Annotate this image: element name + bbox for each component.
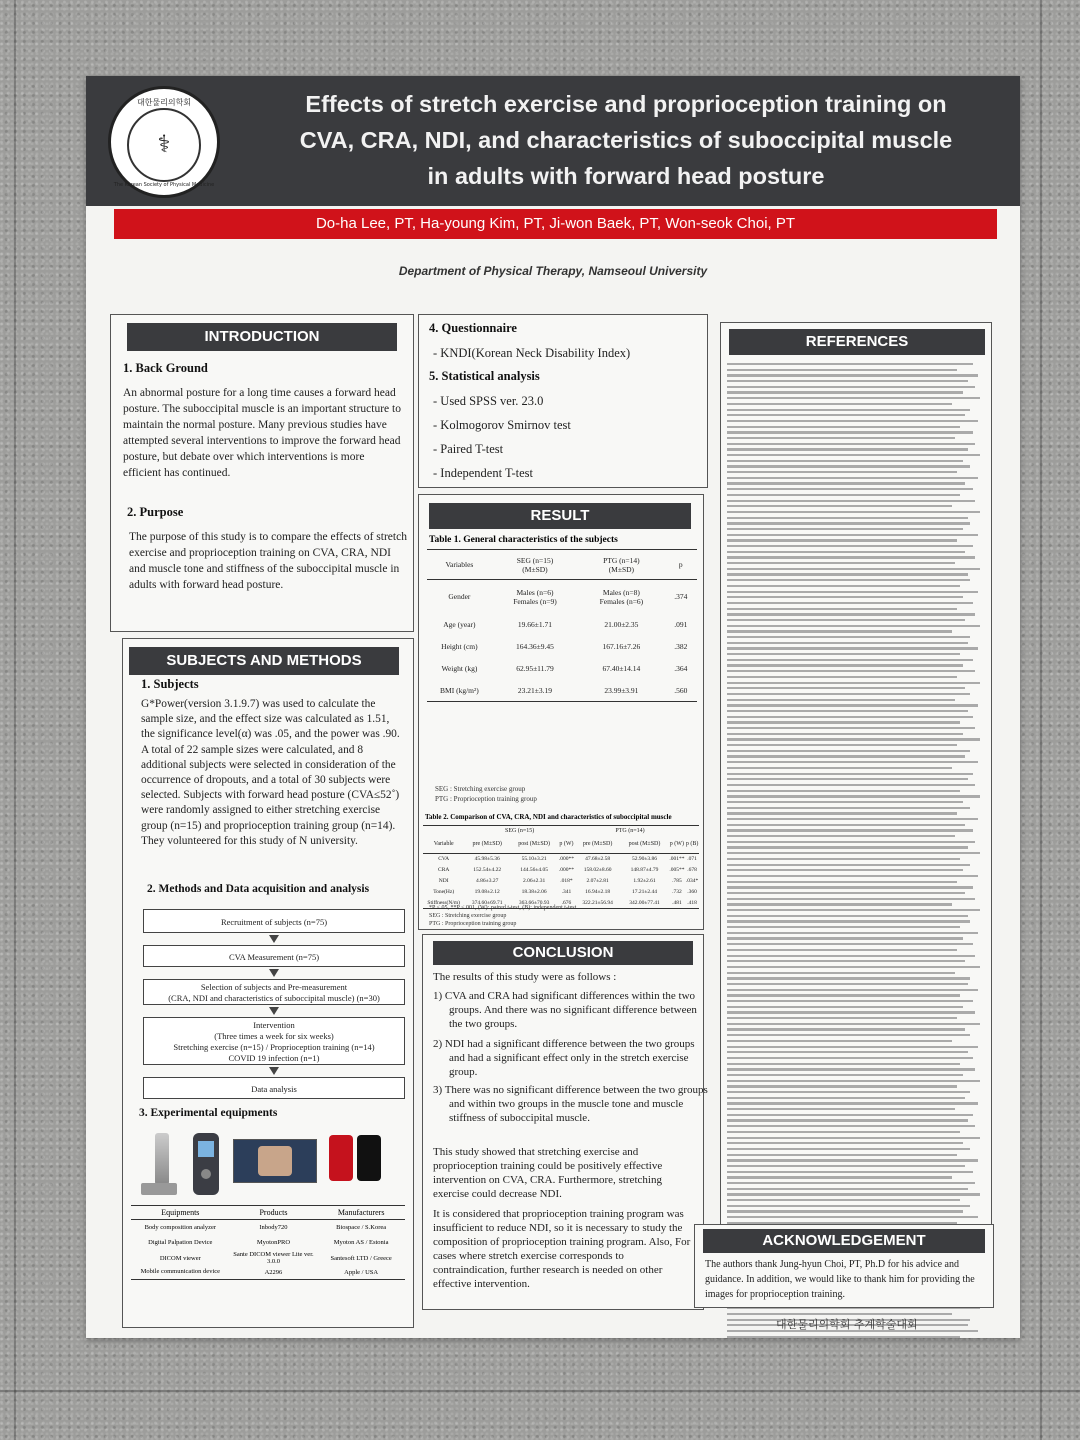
t2-cell: 1.92±2.61: [633, 878, 656, 884]
equipment-row: [131, 1220, 405, 1236]
t2-head-cell: post (M±SD): [518, 841, 550, 848]
t2-cell: 152.54±4.22: [473, 867, 502, 873]
conclusion-item: 2) NDI had a significant difference between the two groups and had a significant effect only in the stretch exercise group.: [433, 1038, 695, 1078]
t1-cell: BMI (kg/m²): [440, 685, 479, 695]
table2-group-row: [423, 826, 699, 836]
equip-cell: Biospace / S.Korea: [336, 1224, 387, 1231]
t2-cell: .785: [672, 878, 682, 884]
t2-cell: .005**: [669, 867, 685, 873]
purpose-text: The purpose of this study is to compare the effects of stretch exercise and proprioception training on CVA, CRA, NDI and muscle tone and stiffness of the suboccipital muscle in adults with forward head posture.: [129, 531, 407, 591]
conclusion-future: It is considered that proprioception training program was insufficient to reduce NDI, so it is necessary to study the composition of proprioception training program. Also, For cases where stretch exercise corresponds to contraindication, further research is needed on other effective intervention.: [433, 1208, 691, 1290]
tile-seam: [14, 0, 16, 1440]
statistics-item: - Paired T-test: [433, 442, 504, 456]
t1-cell: 19.66±1.71: [517, 620, 553, 629]
t2-cell: 52.90±3.86: [631, 856, 657, 863]
t2-cell: .360: [687, 889, 697, 895]
t1-cell: .374: [674, 592, 688, 602]
title-line: Effects of stretch exercise and proprioception training on: [305, 91, 947, 117]
equipment-row: [131, 1235, 405, 1250]
t2-cell: NDI: [438, 878, 449, 884]
title-line: in adults with forward head posture: [427, 163, 825, 189]
t2-cell: 4.86±3.27: [476, 878, 499, 884]
questionnaire-item: - KNDI(Korean Neck Disability Index): [433, 346, 631, 360]
tile-seam: [1040, 0, 1042, 1440]
t2-cell: 342.00±77.41: [629, 899, 660, 906]
equip-cell: Myoton AS / Estonia: [333, 1239, 389, 1246]
t2-cell: .732: [672, 889, 682, 895]
equip-cell: Digital Palpation Device: [148, 1239, 213, 1246]
t2-cell: CRA: [438, 867, 450, 873]
flow-arrow-icon: [269, 969, 279, 977]
flow-intervention-line: Intervention: [253, 1020, 295, 1030]
t2-head-cell: pre (M±SD): [472, 841, 502, 848]
t1-cell: Males (n=6) Females (n=9): [513, 587, 557, 606]
t2-cell: 17.21±2.44: [631, 889, 657, 895]
equip-cell: DICOM viewer: [159, 1254, 201, 1262]
flow-analysis: Data analysis: [143, 1077, 405, 1099]
subjects-text: G*Power(version 3.1.9.7) was used to calculate the sample size, and the effect size was calculated as 1.51, the significance level(α) was .05, and the power was .90. A total of 22 sample sizes were calculated, and 8 additional subjects were selected in consideration of the occurrence of dropouts, and a total of 30 subjects were selected. Subjects with forward head posture (CVA≤52˚) were randomly assigned to either stretching exercise group (n=15) and proprioception training group (n=14). They volunteered for this study of N university.: [141, 698, 400, 847]
t1-head-cell: Variables: [445, 560, 474, 569]
t2-cell: .000**: [558, 867, 575, 873]
equipment-row: [131, 1266, 405, 1280]
equip-cell: Santesoft LTD / Greece: [330, 1254, 392, 1262]
methods-heading: 2. Methods and Data acquisition and analysis: [147, 883, 370, 895]
result-title: RESULT: [429, 503, 691, 529]
dicom-viewer-image: [233, 1139, 317, 1183]
t2-cell: .000**: [558, 856, 575, 863]
table1-row: [427, 614, 697, 636]
purpose-heading: 2. Purpose: [127, 505, 184, 519]
table2-row: [423, 854, 699, 865]
t2-cell: 322.21±56.94: [582, 899, 613, 906]
t2-group-cell: PTG (n=14): [615, 827, 645, 834]
conclusion-item: 3) There was no significant difference between the two groups and within two groups in the muscle tone and muscle stiffness of suboccipital muscle.: [433, 1084, 708, 1124]
table1-row: [427, 636, 697, 658]
t1-cell: 21.00±2.35: [604, 620, 639, 629]
t2-cell: 144.56±4.05: [520, 867, 548, 873]
department: Department of Physical Therapy, Namseoul University: [398, 264, 708, 278]
methods-title: SUBJECTS AND METHODS: [129, 647, 399, 675]
t1-cell: .560: [674, 685, 688, 695]
t2-cell: 55.10±3.21: [521, 856, 547, 863]
poster-title: [256, 86, 996, 194]
table1-row: [427, 580, 697, 614]
table1-caption: Table 1. General characteristics of the subjects: [429, 535, 618, 545]
acknowledgement-title: ACKNOWLEDGEMENT: [703, 1229, 985, 1253]
t2-cell: .001**: [669, 856, 685, 863]
t2-cell: 374.60±69.71: [471, 899, 503, 906]
t2-head-cell: p (W): [669, 841, 684, 848]
t2-head-cell: p (B): [685, 841, 699, 848]
equipment-header-row: [131, 1206, 405, 1220]
subjects-heading: 1. Subjects: [141, 677, 199, 691]
logo-text-top: 대한물리의학회: [136, 97, 192, 107]
t1-head-cell: PTG (n=14) (M±SD): [603, 555, 640, 574]
conclusion-item: 1) CVA and CRA had significant differences within the two groups. And there was no significant difference between the two groups.: [433, 990, 697, 1030]
t2-cell: 148.87±4.79: [630, 867, 659, 873]
t2-cell: 19.08±2.12: [474, 889, 500, 895]
t2-head-cell: pre (M±SD): [582, 841, 613, 848]
t2-cell: Stiffness(N/m): [427, 899, 460, 906]
table2-row: [423, 887, 699, 898]
t2-cell: CVA: [438, 856, 450, 863]
methods-box: [122, 638, 414, 1328]
equip-cell: Sante DICOM viewer Lite ver. 3.0.0: [233, 1251, 314, 1265]
statistics-item: - Independent T-test: [433, 466, 533, 480]
logo-text-bottom: The Korean Society of Physical Medicine: [113, 181, 215, 188]
smartphone-image: [329, 1135, 385, 1183]
t2-cell: .034*: [685, 878, 699, 884]
statistics-item: - Kolmogorov Smirnov test: [433, 418, 571, 432]
t2-cell: .481: [672, 899, 682, 906]
background-text: An abnormal posture for a long time causes a forward head posture. The suboccipital muscle is an important structure to maintain the normal posture. Many previous studies have attempted several interventions to improve the forward head posture, but debate over which interventions is more efficient has continued.: [123, 387, 401, 479]
flow-intervention-line: Stretching exercise (n=15) / Proprioception training (n=14): [173, 1042, 375, 1052]
t2-group-cell: SEG (n=15): [504, 827, 535, 834]
references-title: REFERENCES: [729, 329, 985, 355]
result-box: [418, 494, 704, 930]
t2-head-cell: Variable: [433, 841, 454, 848]
flow-selection: [143, 979, 405, 1005]
t2-head-cell: post (M±SD): [628, 841, 661, 848]
t2-cell: 16.94±2.18: [585, 889, 611, 895]
acknowledgement-box: [694, 1224, 994, 1308]
conclusion-intro: The results of this study were as follows :: [433, 971, 617, 983]
equipment-table: [131, 1205, 405, 1280]
equip-cell: Mobile communication device: [140, 1268, 221, 1275]
table2-header-row: [423, 836, 699, 854]
flow-intervention-line: (Three times a week for six weeks): [214, 1031, 334, 1041]
poster-header: [86, 76, 1020, 206]
flow-arrow-icon: [269, 935, 279, 943]
statistics-heading: 5. Statistical analysis: [429, 369, 540, 383]
statistics-item: - Used SPSS ver. 23.0: [433, 394, 544, 408]
acknowledgement-text: The authors thank Jung-hyun Choi, PT, Ph.D for his advice and guidance. In addition, we would like to thank him for providing the images for proprioception training.: [705, 1259, 975, 1300]
t2-blank-cell: [423, 826, 464, 836]
t1-cell: 62.95±11.79: [516, 664, 554, 673]
t2-cell: 158.02±8.60: [583, 867, 612, 873]
table1-row: [427, 680, 697, 702]
questionnaire-heading: 4. Questionnaire: [429, 321, 517, 335]
t2-cell: .418: [687, 899, 697, 906]
equipment-row: [131, 1250, 405, 1266]
equip-head-cell: Equipments: [161, 1208, 200, 1217]
caduceus-icon: ⚕: [127, 108, 201, 182]
t1-cell: 164.36±9.45: [516, 642, 554, 651]
flow-arrow-icon: [269, 1007, 279, 1015]
conference-footer: 대한물리의학회 추계학술대회: [776, 1318, 918, 1331]
inbody-device-image: [141, 1133, 177, 1197]
table1-row: [427, 658, 697, 680]
conclusion-title: CONCLUSION: [433, 941, 693, 965]
introduction-title: INTRODUCTION: [127, 323, 397, 351]
references-box: [720, 322, 992, 1290]
equip-cell: Inbody720: [259, 1224, 288, 1231]
t1-cell: .382: [674, 642, 688, 651]
flow-cva: CVA Measurement (n=75): [143, 945, 405, 967]
questionnaire-box: [418, 314, 708, 488]
reference-list: [727, 363, 983, 1338]
table2-row: [423, 876, 699, 887]
equip-cell: Apple / USA: [344, 1269, 379, 1276]
introduction-box: [110, 314, 414, 632]
t1-cell: 23.21±3.19: [517, 685, 553, 695]
equip-head-cell: Products: [259, 1208, 288, 1217]
t2-cell: 2.06±2.31: [522, 878, 546, 884]
t2-blank-cell: [685, 826, 699, 836]
myoton-device-image: [193, 1133, 219, 1195]
table2-note: *P < 05, **P <.001, (W): paired t-test, (B): independent t-test: [429, 905, 577, 911]
t1-head-cell: p: [678, 560, 683, 569]
t2-cell: 45.98±5.36: [474, 856, 500, 863]
equip-cell: MyotonPRO: [256, 1239, 291, 1246]
t2-cell: .676: [561, 899, 572, 906]
characteristics-table: [427, 549, 697, 702]
flow-arrow-icon: [269, 1067, 279, 1075]
table2-note: SEG : Stretching exercise group: [429, 913, 507, 919]
t2-cell: .018*: [560, 878, 573, 884]
equip-cell: Body composition analyzer: [144, 1224, 217, 1231]
equip-cell: A2296: [264, 1269, 283, 1276]
t1-cell: Height (cm): [441, 642, 478, 651]
t2-cell: 363.66±70.93: [518, 899, 550, 906]
t1-cell: 23.99±3.91: [604, 685, 639, 695]
t2-cell: .071: [687, 856, 697, 863]
poster: [86, 76, 1020, 1338]
t1-cell: 67.40±14.14: [602, 664, 641, 673]
t1-cell: Males (n=8) Females (n=6): [599, 587, 644, 606]
t1-head-cell: SEG (n=15) (M±SD): [516, 555, 554, 574]
table2-note: PTG : Proprioception training group: [429, 921, 517, 927]
flow-selection-line: (CRA, NDI and characteristics of suboccipital muscle) (n=30): [168, 993, 380, 1003]
t2-cell: 47.68±2.58: [585, 856, 611, 863]
t2-cell: .341: [561, 889, 572, 895]
table1-note: SEG : Stretching exercise group: [435, 785, 526, 793]
tile-seam: [0, 1390, 1080, 1392]
background-heading: 1. Back Ground: [123, 361, 208, 375]
t1-cell: .091: [674, 620, 688, 629]
comparison-table: [423, 825, 699, 909]
t1-cell: 167.16±7.26: [602, 642, 641, 651]
t1-cell: Gender: [448, 592, 471, 602]
conclusion-box: [422, 934, 708, 1310]
author-bar: Do-ha Lee, PT, Ha-young Kim, PT, Ji-won Baek, PT, Won-seok Choi, PT: [114, 209, 997, 239]
table2-row: [423, 865, 699, 876]
t2-head-cell: p (W): [559, 841, 574, 848]
flow-intervention-line: COVID 19 infection (n=1): [228, 1053, 320, 1063]
table1-note: PTG : Proprioception training group: [435, 795, 537, 803]
flow-intervention: [143, 1017, 405, 1065]
conclusion-summary: This study showed that stretching exercise and proprioception training could be positively effective intervention on CVA, CRA. Furthermore, stretching exercise could decrease NDI.: [433, 1146, 663, 1200]
equip-head-cell: Manufacturers: [337, 1208, 385, 1217]
table1-header-row: [427, 550, 697, 580]
t2-cell: 18.38±2.06: [521, 889, 547, 895]
t2-cell: 2.07±2.81: [586, 878, 609, 884]
t1-cell: Age (year): [443, 620, 476, 629]
title-line: CVA, CRA, NDI, and characteristics of suboccipital muscle: [299, 127, 953, 153]
t2-cell: .678: [687, 867, 697, 873]
flow-recruitment: Recruitment of subjects (n=75): [143, 909, 405, 933]
t1-cell: Weight (kg): [441, 664, 478, 673]
society-logo: [108, 86, 220, 198]
flow-selection-line: Selection of subjects and Pre-measurement: [200, 982, 348, 992]
table2-caption: Table 2. Comparison of CVA, CRA, NDI and characteristics of suboccipital muscle: [425, 813, 672, 821]
equipment-heading: 3. Experimental equipments: [139, 1107, 278, 1119]
t1-cell: .364: [674, 664, 688, 673]
t2-cell: Tone(Hz): [433, 889, 455, 895]
